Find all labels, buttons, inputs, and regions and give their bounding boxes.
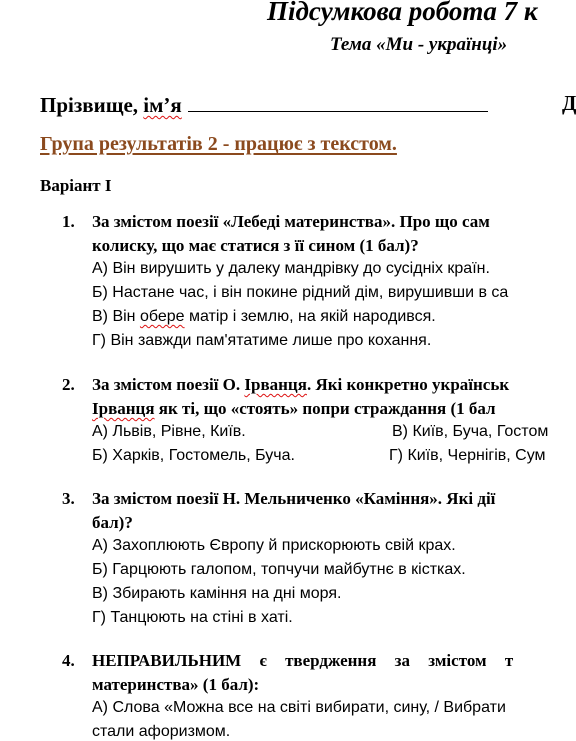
name-label-word: ім’я <box>143 93 182 117</box>
question-text: За змістом поезії Н. Мельниченко «Каміння». Які дії <box>92 489 496 508</box>
answer-option: Г) Київ, Чернігів, Сум <box>389 447 546 464</box>
answer-option: Г) Він завжди пам'ятатиме лише про кохання. <box>92 332 432 349</box>
answer-option: В) Київ, Буча, Гостом <box>392 423 549 440</box>
question-text: Ірванця як ті, що «стоять» попри страждання (1 бал <box>92 399 496 418</box>
answer-option: Г) Танцюють на стіні в хаті. <box>92 609 293 626</box>
name-label: Прізвище, <box>40 93 144 117</box>
answer-option: Б) Настане час, і він покине рідний дім, вирушивши в са <box>92 284 509 301</box>
question-text: материнства» (1 бал): <box>92 675 260 694</box>
answer-option: Б) Харків, Гостомель, Буча. <box>92 447 295 464</box>
answer-option: В) Він обере матір і землю, на якій народився. <box>92 308 436 325</box>
question-number: 4. <box>62 651 75 670</box>
question-text: НЕПРАВИЛЬНИМ є твердження за змістом т <box>92 651 514 670</box>
variant-label: Варіант І <box>40 176 112 195</box>
answer-option: А) Слова «Можна все на світі вибирати, сину, / Вибрати <box>92 699 506 716</box>
date-label-cut: Д <box>562 91 576 115</box>
name-blank-line <box>188 91 488 112</box>
question-text: бал)? <box>92 513 133 532</box>
question-text: За змістом поезії О. Ірванця. Які конкретно українськ <box>92 375 510 394</box>
theme-subtitle: Тема «Ми - українці» <box>330 34 508 55</box>
question-number: 2. <box>62 375 75 394</box>
question-number: 1. <box>62 212 75 231</box>
answer-option: В) Збирають каміння на дні моря. <box>92 585 342 602</box>
answer-option: Б) Гарцюють галопом, топчучи майбутнє в кістках. <box>92 561 466 578</box>
answer-option: стали афоризмом. <box>92 723 231 740</box>
name-field-line <box>40 91 488 118</box>
answer-option: А) Львів, Рівне, Київ. <box>92 423 246 440</box>
question-text: За змістом поезії «Лебеді материнства». Про що сам <box>92 212 490 231</box>
answer-option: А) Захоплюють Європу й прискорюють свій крах. <box>92 537 456 554</box>
page-title: Підсумкова робота 7 к <box>267 0 538 26</box>
question-number: 3. <box>62 489 75 508</box>
question-text: колиску, що має статися з її сином (1 бал)? <box>92 236 419 255</box>
answer-option: А) Він вирушить у далеку мандрівку до сусідніх країн. <box>92 260 490 277</box>
results-group-heading: Група результатів 2 - працює з текстом. <box>40 133 397 155</box>
